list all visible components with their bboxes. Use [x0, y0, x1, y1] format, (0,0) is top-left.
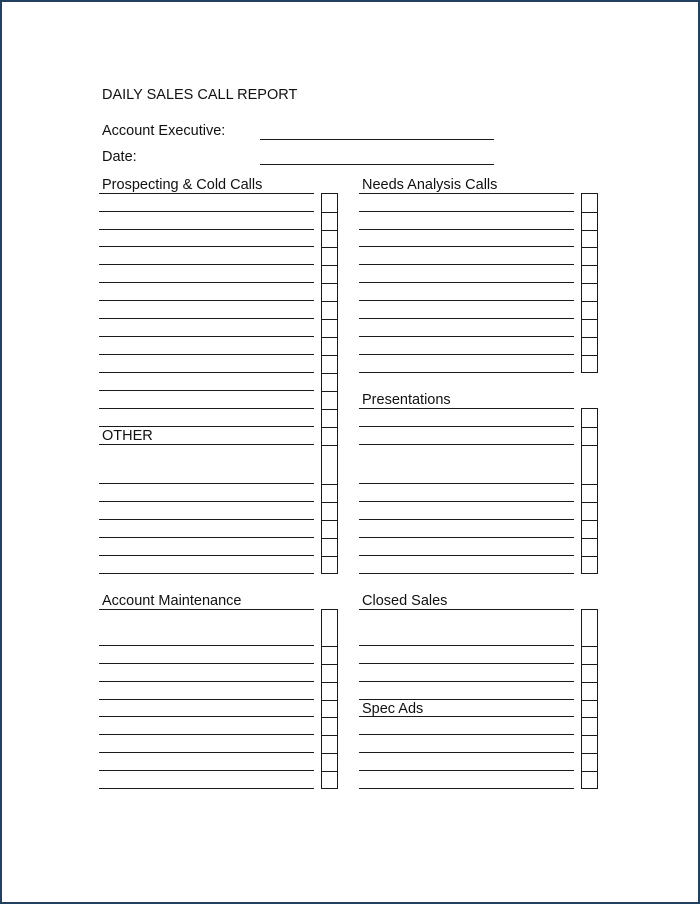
- write-in-line[interactable]: [99, 483, 314, 484]
- write-in-line[interactable]: [359, 300, 574, 301]
- write-in-line[interactable]: [99, 609, 314, 610]
- section-heading-other: OTHER: [102, 428, 153, 444]
- checkbox-cell-divider: [582, 230, 597, 231]
- checkbox-cell-divider: [582, 247, 597, 248]
- checkbox-cell-divider: [582, 646, 597, 647]
- write-in-line[interactable]: [359, 229, 574, 230]
- checkbox-column-needs-analysis: [581, 193, 598, 373]
- checkbox-cell-divider: [582, 538, 597, 539]
- checkbox-cell-divider: [322, 445, 337, 446]
- write-in-line[interactable]: [99, 501, 314, 502]
- write-in-line[interactable]: [359, 483, 574, 484]
- write-in-line[interactable]: [99, 354, 314, 355]
- section-heading-needs-analysis: Needs Analysis Calls: [362, 177, 498, 193]
- checkbox-cell-divider: [322, 682, 337, 683]
- checkbox-cell-divider: [322, 717, 337, 718]
- checkbox-cell-divider: [322, 212, 337, 213]
- write-in-line[interactable]: [99, 519, 314, 520]
- account-executive-label: Account Executive:: [102, 123, 226, 139]
- write-in-line[interactable]: [359, 555, 574, 556]
- checkbox-column-closed-sales-spec-ads: [581, 609, 598, 789]
- checkbox-cell-divider: [322, 230, 337, 231]
- checkbox-cell-divider: [322, 337, 337, 338]
- checkbox-cell-divider: [582, 319, 597, 320]
- checkbox-cell-divider: [582, 301, 597, 302]
- checkbox-cell-divider: [582, 664, 597, 665]
- write-in-line[interactable]: [99, 264, 314, 265]
- checkbox-cell-divider: [582, 771, 597, 772]
- write-in-line[interactable]: [99, 734, 314, 735]
- checkbox-cell-divider: [322, 355, 337, 356]
- checkbox-cell-divider: [322, 265, 337, 266]
- checkbox-cell-divider: [582, 265, 597, 266]
- account-executive-field[interactable]: [260, 139, 494, 140]
- checkbox-cell-divider: [322, 520, 337, 521]
- write-in-line[interactable]: [359, 519, 574, 520]
- write-in-line[interactable]: [359, 264, 574, 265]
- checkbox-cell-divider: [582, 682, 597, 683]
- checkbox-cell-divider: [322, 753, 337, 754]
- checkbox-cell-divider: [582, 717, 597, 718]
- section-heading-prospecting: Prospecting & Cold Calls: [102, 177, 263, 193]
- write-in-line[interactable]: [359, 734, 574, 735]
- checkbox-cell-divider: [322, 484, 337, 485]
- write-in-line[interactable]: [359, 788, 574, 789]
- write-in-line[interactable]: [359, 282, 574, 283]
- checkbox-cell-divider: [582, 484, 597, 485]
- checkbox-cell-divider: [582, 520, 597, 521]
- checkbox-cell-divider: [582, 283, 597, 284]
- write-in-line[interactable]: [99, 555, 314, 556]
- checkbox-cell-divider: [582, 427, 597, 428]
- write-in-line[interactable]: [99, 573, 314, 574]
- write-in-line[interactable]: [99, 537, 314, 538]
- write-in-line[interactable]: [359, 573, 574, 574]
- write-in-line[interactable]: [359, 211, 574, 212]
- checkbox-cell-divider: [582, 445, 597, 446]
- write-in-line[interactable]: [359, 716, 574, 717]
- checkbox-cell-divider: [322, 247, 337, 248]
- checkbox-cell-divider: [322, 427, 337, 428]
- write-in-line[interactable]: [99, 282, 314, 283]
- checkbox-column-presentations: [581, 408, 598, 574]
- checkbox-cell-divider: [322, 502, 337, 503]
- checkbox-column-account-maintenance: [321, 609, 338, 789]
- checkbox-cell-divider: [322, 735, 337, 736]
- checkbox-cell-divider: [322, 556, 337, 557]
- write-in-line[interactable]: [359, 537, 574, 538]
- write-in-line[interactable]: [359, 246, 574, 247]
- write-in-line[interactable]: [99, 318, 314, 319]
- date-field[interactable]: [260, 164, 494, 165]
- write-in-line[interactable]: [99, 211, 314, 212]
- section-heading-spec-ads: Spec Ads: [362, 701, 424, 717]
- write-in-line[interactable]: [99, 390, 314, 391]
- write-in-line[interactable]: [99, 336, 314, 337]
- section-heading-closed-sales: Closed Sales: [362, 593, 448, 609]
- write-in-line[interactable]: [99, 663, 314, 664]
- checkbox-cell-divider: [582, 337, 597, 338]
- write-in-line[interactable]: [359, 681, 574, 682]
- write-in-line[interactable]: [99, 372, 314, 373]
- write-in-line[interactable]: [99, 444, 314, 445]
- write-in-line[interactable]: [359, 318, 574, 319]
- checkbox-cell-divider: [322, 664, 337, 665]
- checkbox-cell-divider: [582, 753, 597, 754]
- write-in-line[interactable]: [99, 645, 314, 646]
- checkbox-cell-divider: [322, 391, 337, 392]
- checkbox-cell-divider: [582, 700, 597, 701]
- write-in-line[interactable]: [99, 246, 314, 247]
- write-in-line[interactable]: [359, 426, 574, 427]
- checkbox-cell-divider: [322, 283, 337, 284]
- write-in-line[interactable]: [359, 336, 574, 337]
- write-in-line[interactable]: [99, 681, 314, 682]
- report-title: DAILY SALES CALL REPORT: [102, 87, 298, 103]
- write-in-line[interactable]: [359, 372, 574, 373]
- write-in-line[interactable]: [99, 300, 314, 301]
- checkbox-cell-divider: [322, 319, 337, 320]
- checkbox-cell-divider: [322, 646, 337, 647]
- write-in-line[interactable]: [359, 408, 574, 409]
- write-in-line[interactable]: [359, 444, 574, 445]
- checkbox-cell-divider: [322, 301, 337, 302]
- checkbox-cell-divider: [582, 502, 597, 503]
- section-heading-account-maintenance: Account Maintenance: [102, 593, 242, 609]
- write-in-line[interactable]: [99, 770, 314, 771]
- checkbox-cell-divider: [582, 735, 597, 736]
- write-in-line[interactable]: [359, 752, 574, 753]
- checkbox-cell-divider: [582, 556, 597, 557]
- section-heading-presentations: Presentations: [362, 392, 451, 408]
- write-in-line[interactable]: [359, 663, 574, 664]
- checkbox-cell-divider: [322, 373, 337, 374]
- write-in-line[interactable]: [99, 699, 314, 700]
- checkbox-cell-divider: [322, 700, 337, 701]
- checkbox-cell-divider: [322, 409, 337, 410]
- write-in-line[interactable]: [359, 354, 574, 355]
- checkbox-cell-divider: [582, 212, 597, 213]
- write-in-line[interactable]: [99, 716, 314, 717]
- date-label: Date:: [102, 149, 137, 165]
- write-in-line[interactable]: [359, 645, 574, 646]
- write-in-line[interactable]: [359, 609, 574, 610]
- write-in-line[interactable]: [99, 408, 314, 409]
- write-in-line[interactable]: [359, 770, 574, 771]
- write-in-line[interactable]: [359, 501, 574, 502]
- checkbox-cell-divider: [582, 355, 597, 356]
- write-in-line[interactable]: [99, 229, 314, 230]
- write-in-line[interactable]: [99, 426, 314, 427]
- write-in-line[interactable]: [359, 699, 574, 700]
- checkbox-cell-divider: [322, 538, 337, 539]
- write-in-line[interactable]: [99, 788, 314, 789]
- checkbox-column-prospecting-other: [321, 193, 338, 574]
- checkbox-cell-divider: [322, 771, 337, 772]
- write-in-line[interactable]: [359, 193, 574, 194]
- write-in-line[interactable]: [99, 752, 314, 753]
- write-in-line[interactable]: [99, 193, 314, 194]
